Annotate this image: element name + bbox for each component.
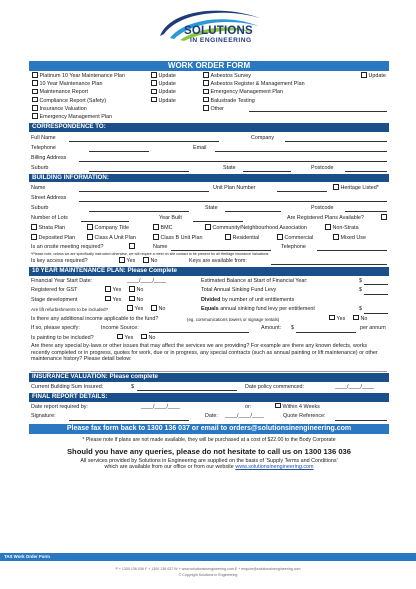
lift-yes-checkbox[interactable] [127,305,133,311]
service-extra-0-label: Asbestos Survey [210,73,251,79]
plans-note: * Please note if plans are not made available, they will be purchased at a cost of $22.00 to the Body Corporate [82,437,336,443]
service-1-label: 10 Year Maintenance Plan [39,81,103,88]
gst-yes-checkbox[interactable] [105,286,111,292]
plan-type-row-1 [29,223,389,233]
suburb-label: Suburb [31,164,49,171]
service-1-checkbox[interactable] [32,80,38,86]
maintenance-header: 10 YEAR MAINTENANCE PLAN: Please Complete [29,267,389,276]
fax-banner: Please fax form back to 1300 136 037 or email to orders@solutionsinengineering.com [29,424,389,435]
state-field[interactable] [243,171,291,172]
quote-ref-label: Quote Reference: [283,413,326,419]
street-label: Street Address [31,195,67,201]
footer-copyright: © Copyright Solutions in Engineering [178,573,238,577]
additional-yes-checkbox[interactable] [329,315,335,321]
billing-field[interactable] [79,161,387,162]
service-3-label: Compliance Report (Safety) [39,97,107,104]
bstate-label: State [205,205,218,211]
plan-type-checkbox[interactable] [205,224,211,230]
telephone-label: Telephone [31,144,56,151]
update-0-label: Update [158,73,176,79]
income-source-label: Income Source: [101,325,139,331]
plan-type-checkbox[interactable] [153,224,159,230]
service-extra-4-checkbox[interactable] [203,105,209,111]
insurance-header: INSURANCE VALUATION: Please complete [29,373,389,382]
fy-start-field[interactable]: ____/____/____ [127,277,166,284]
service-extra-3-checkbox[interactable] [203,97,209,103]
company-field[interactable] [285,141,387,142]
queries-text: Should you have any queries, please do not hesitate to call us on 1300 136 036 [66,447,352,456]
plan-type-checkbox[interactable] [31,224,37,230]
total-levy-label: Total Annual Sinking Fund Levy [201,287,277,293]
within-4-weeks-checkbox[interactable] [275,403,281,409]
service-5-checkbox[interactable] [32,113,38,119]
year-built-field[interactable] [193,221,243,222]
plan-type-label: Mixed Use [340,235,366,241]
service-extra-1-checkbox[interactable] [203,80,209,86]
lots-field[interactable] [81,221,129,222]
key-yes-checkbox[interactable] [119,257,125,263]
work-order-form: WORK ORDER FORM Platinum 10 Year Maintenance Plan 10 Year Maintenance Plan Maintenance Report Compliance Report (Safety) Insurance Valuation Emergency Management Plan Update Update Update Update Asbestos Survey Asbestos Register & Management Plan Emergency Management Plan Balustrade Testing Other Update CORRESPONDENCE TO: Full Name Company Telephone Email Billing Address Suburb State Postcode BUILDING INFORMATION: Name Unit Plan Number Heritage Listed* Street Address Suburb State Postcode Number of Lots Year Built Are Registered Plans Available? Strata Plan Company Title BMC Community/Neighbourhood Association Non-Strata Deposited Plan Class A Unit Plan Class B Unit Plan Residential Commercial Mixed Use Is an onsite meeting required? Name Telephone *Please note, unless we are specifically instructed otherwise, we will require a meet on site contact to be present for all Heritage Insurance Valuations Is key access required? Yes No Keys are available from: 10 YEAR MAINTENANCE PLAN: Please Complete Financial Year Start Date: ____/____/____ Estimated Balance at Start of Financial Year: $ Registered for GST Yes No Total Annual Sinking Fund Levy $ Stage development Yes No Divided by number of unit entitlements Are lift refurbishments to be included? Yes No Equals annual sinking fund levy per entitlement $ Is there any additional income applicable to the fund? (eg. communications towers or signage rentals) Yes No If so, please specify: Income Source: Amount: $ per annum Is painting to be included? Yes No Are there any special by-laws or other issues that may affect the services we are providing? For example are there any known defects, works recently completed or in progress, quotes for work, due or in progress, any special contracts (such as annual painting or lift maintenance) or other maintenance history? Please detail below: INSURANCE VALUATION: Please complete Current Building Sum Insured: $ Date policy commenced: ____/____/____ FINAL REPORT DETAILS: Date report required by: ____/____/____ or: Within 4 Weeks Signature: Date: ____/____/____ Quote Reference: Please fax form back to 1300 136 037 or email to orders@solutionsinengineering.com * Please note if plans are not made available, they will be purchased at a cost of $22.00 to the Body Corporate Should you have any queries, please do not hesitate to call us on 1300 136 036 All services provided by Solutions in Engineering are supplied on the basis of 'Supply Terms and Conditions' which are available from our office or from our website www.solutionsinengineering.com [29,61,389,470]
stage-yes-checkbox[interactable] [105,296,111,302]
per-entitlement-field[interactable] [364,313,388,314]
postcode-field[interactable] [345,171,387,172]
update-0-checkbox[interactable] [151,72,157,78]
update-2-checkbox[interactable] [151,89,157,95]
amount-label: Amount: [261,325,282,331]
plan-type-label: Deposited Plan [38,235,76,241]
registered-checkbox[interactable] [381,214,387,220]
service-extra-2-checkbox[interactable] [203,89,209,95]
update-3-checkbox[interactable] [151,97,157,103]
footer-contacts: P + 1300 136 036 F + 1300 136 037 W + www.solutionsinengineering.com E + enquire@solutionsinengineering.com [115,567,301,571]
company-logo: SOLUTIONS IN ENGINEERING [140,6,290,50]
income-source-field[interactable] [149,332,249,333]
plan-type-label: Company Title [94,225,129,231]
date-required-label: Date report required by: [31,403,88,410]
onsite-label: Is an onsite meeting required? [31,244,104,250]
or-label: or: [245,403,252,410]
plan-type-label: Class B Unit Plan [160,235,203,241]
fy-start-label: Financial Year Start Date: [31,277,93,284]
footer-bar: TAS Work Order Form [0,553,416,561]
contact-phone-label: Telephone [281,244,306,250]
divided-label: Divided [201,296,221,303]
plan-type-label: Class A Unit Plan [94,235,136,241]
service-extra-4-label: Other [210,105,224,112]
bstate-field[interactable] [225,211,281,212]
sign-date-field[interactable]: ____/____/____ [225,413,264,419]
services-section [29,72,389,122]
street-field[interactable] [79,201,387,202]
correspondence-header: CORRESPONDENCE TO: [29,123,389,132]
bsuburb-field[interactable] [89,211,189,212]
plan-type-checkbox[interactable] [87,234,93,240]
plan-type-checkbox[interactable] [225,234,231,240]
building-name-label: Name [31,185,46,191]
building-header: BUILDING INFORMATION: [29,174,389,183]
email-label: Email [193,144,207,151]
year-built-label: Year Built [159,215,182,221]
if-so-label: If so, please specify: [31,325,80,331]
plan-type-checkbox[interactable] [333,234,339,240]
bpostcode-label: Postcode [311,205,334,211]
contact-name-field[interactable] [171,250,271,251]
special-issues-text: Are there any special by-laws or other issues that may affect the services we are providing? For example are there any known defects, works recently completed or in progress, quotes for work, due or in progress, any special contracts (such as annual painting or lift maintenance) or other maintenance history? Please detail below: [31,343,378,363]
telephone-field[interactable] [89,151,149,152]
signature-field[interactable] [69,420,189,421]
stage-label: Stage development [31,296,78,303]
service-4-checkbox[interactable] [32,105,38,111]
update-3-label: Update [158,97,176,104]
signature-label: Signature: [31,413,56,419]
per-annum-label: per annum [360,325,386,331]
plan-type-checkbox[interactable] [153,234,159,240]
service-4-label: Insurance Valuation [39,105,87,112]
supplied-text-2: which are available from our office or from our website [104,464,234,470]
service-0-label: Platinum 10 Year Maintenance Plan [39,73,125,79]
key-no-checkbox[interactable] [143,257,149,263]
plan-type-row-2 [29,233,389,243]
amount-field[interactable] [296,332,356,333]
painting-no-checkbox[interactable] [141,334,147,340]
heritage-label: Heritage Listed* [340,185,379,191]
form-title: WORK ORDER FORM [29,61,389,71]
lots-label: Number of Lots [31,215,68,221]
state-label: State [223,164,236,171]
sum-insured-field[interactable] [137,390,237,391]
total-levy-field[interactable] [364,294,388,295]
update-1-checkbox[interactable] [151,80,157,86]
bsuburb-label: Suburb [31,205,49,211]
registered-label: Are Registered Plans Available? [287,215,364,221]
service-2-label: Maintenance Report [39,89,89,96]
policy-label: Date policy commenced: [245,383,305,390]
update-right-label: Update [368,73,386,79]
service-3-checkbox[interactable] [32,97,38,103]
heritage-checkbox[interactable] [333,184,339,190]
service-extra-2-label: Emergency Management Plan [210,89,284,96]
plan-type-checkbox[interactable] [325,224,331,230]
sum-insured-label: Current Building Sum Insured: [31,383,104,390]
gst-no-checkbox[interactable] [129,286,135,292]
plan-type-label: Residential [232,235,260,241]
lift-no-checkbox[interactable] [151,305,157,311]
additional-label: Is there any additional income applicable to the fund? [31,315,159,322]
plan-type-label: Non-Strata [332,225,359,231]
lift-label: Are lift refurbishments to be included? [31,307,109,312]
heritage-note: *Please note, unless we are specifically instructed otherwise, we will require a meet on site contact to be present for all Heritage Insurance Valuations [31,252,269,256]
plan-type-checkbox[interactable] [31,234,37,240]
bpostcode-field[interactable] [345,211,387,212]
service-extra-0-checkbox[interactable] [203,72,209,78]
supplied-text-1: All services provided by Solutions in Engineering are supplied on the basis of 'Supply Terms and Conditions' [80,458,338,464]
company-label: Company [251,134,275,141]
painting-yes-checkbox[interactable] [117,334,123,340]
quote-ref-field[interactable] [335,420,387,421]
onsite-checkbox[interactable] [129,243,135,249]
additional-example: (eg. communications towers or signage rentals) [187,316,280,322]
full-name-field[interactable] [69,141,219,142]
within-4-weeks-label: Within 4 Weeks [282,403,320,410]
special-issues-field[interactable] [31,371,387,372]
keys-from-label: Keys are available from: [189,258,247,264]
update-1-label: Update [158,81,176,88]
date-required-field[interactable]: ____/____/____ [141,403,180,410]
service-extra-3-label: Balustrade Testing [210,97,255,104]
policy-date-field[interactable]: ____/____/____ [335,383,374,390]
contact-phone-field[interactable] [317,250,387,251]
final-header: FINAL REPORT DETAILS: [29,393,389,402]
key-access-label: Is key access required? [31,258,88,264]
update-2-label: Update [158,89,176,96]
building-name-field[interactable] [79,191,209,192]
update-right-checkbox[interactable] [361,72,367,78]
plan-type-label: Strata Plan [38,225,66,231]
service-extra-1-label: Asbestos Register & Management Plan [210,81,305,88]
keys-from-field[interactable] [271,264,387,265]
plan-type-label: BMC [160,225,173,231]
plan-type-checkbox[interactable] [277,234,283,240]
sign-date-label: Date: [205,413,218,419]
unit-plan-field[interactable] [277,191,327,192]
service-5-label: Emergency Management Plan [39,114,113,120]
painting-label: Is painting to be included? [31,334,94,341]
billing-label: Billing Address [31,154,67,161]
other-field[interactable] [249,111,387,112]
contact-name-label: Name [153,244,168,250]
plan-type-label: Commercial [284,235,314,241]
service-0-checkbox[interactable] [32,72,38,78]
suburb-field[interactable] [89,171,189,172]
est-balance-label: Estimated Balance at Start of Financial Year: [201,277,308,284]
additional-no-checkbox[interactable] [353,315,359,321]
email-field[interactable] [215,151,387,152]
est-balance-field[interactable] [364,284,388,285]
plan-type-label: Community/Neighbourhood Association [212,225,307,231]
stage-no-checkbox[interactable] [129,296,135,302]
gst-label: Registered for GST [31,287,78,293]
postcode-label: Postcode [311,164,334,171]
full-name-label: Full Name [31,134,56,141]
unit-plan-label: Unit Plan Number [213,185,256,191]
plan-type-checkbox[interactable] [87,224,93,230]
service-2-checkbox[interactable] [32,89,38,95]
equals-label: Equals [201,306,219,312]
website-link[interactable]: www.solutionsinengineering.com [235,464,314,470]
